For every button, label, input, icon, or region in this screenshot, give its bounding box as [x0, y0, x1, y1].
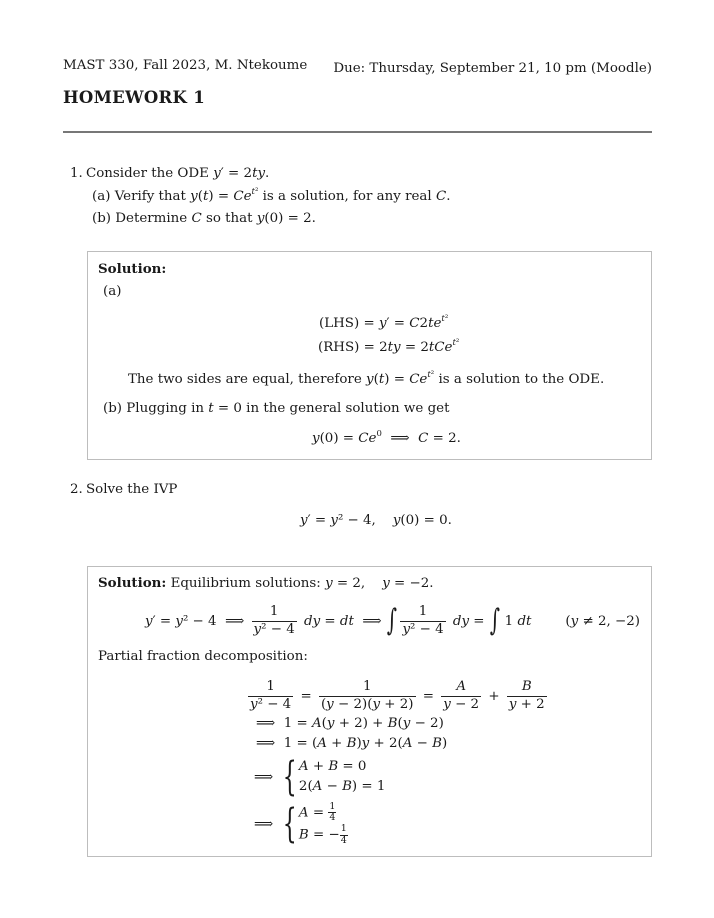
problem-1-statement: Consider the ODE y′ = 2ty. — [86, 166, 270, 181]
step-expand-1: ⟹ 1 = A(y + 2) + B(y − 2) — [256, 716, 444, 731]
problem-2-number: 2. — [70, 482, 83, 497]
problem-1-part-a-label: (a) — [92, 189, 111, 204]
problem-1-part-b: (b) Determine C so that y(0) = 2. — [92, 211, 316, 226]
solution-1-box — [87, 251, 652, 460]
solution-1-part-a-label: (a) — [103, 284, 122, 299]
partial-fraction-equation: $\frac{1}{\text{y² − 4}}$ = $\frac{1}{(y - 2)(y + 2)}$ = $\frac{A}{y - 2}$ + $\frac{B}{y + 2}$ — [250, 678, 545, 712]
solution-1-result: $y(0) = Ce^0$ ⟹ C = 2. — [312, 429, 461, 446]
rhs-equation: (RHS) = 2ty = 2tCe$^{t^2}$ — [318, 338, 460, 355]
problem-1-part-a: (a) Verify that $y(t) = Ce^{t^2}$ is a solution, for any real C. — [92, 187, 451, 204]
problem-1-part-b-label: (b) — [92, 211, 112, 226]
solution-1-conclusion: The two sides are equal, therefore $y(t) = Ce^{t^2}$ is a solution to the ODE. — [128, 370, 605, 387]
problem-1-number: 1. — [70, 166, 83, 181]
course-info: MAST 330, Fall 2023, M. Ntekoume — [63, 58, 308, 73]
problem-1-part-b-middle: so that — [205, 211, 253, 226]
problem-1-statement-prefix: Consider the ODE — [86, 166, 209, 181]
solution-2-first-line: Solution: Equilibrium solutions: y = 2, y = −2. — [98, 575, 434, 591]
problem-1-part-a-suffix: is a solution, for any real — [262, 189, 432, 204]
problem-1-part-a-prefix: Verify that — [114, 189, 186, 204]
due-date: Due: Thursday, September 21, 10 pm (Moodle) — [333, 61, 652, 76]
separation-equation: y′ = y² − 4 ⟹ $\frac{1}{\text{y² − 4}}$ dy = dt ⟹ ∫ $\frac{1}{\text{y² − 4}}$ dy = ∫ 1 dt (y ≠ 2, −2) — [145, 603, 640, 638]
problem-1-part-b-prefix: Determine — [115, 211, 188, 226]
problem-2-ivp: y′ = y² − 4, y(0) = 0. — [300, 513, 452, 528]
partial-fraction-label: Partial fraction decomposition: — [98, 649, 308, 664]
lhs-equation: $(LHS) = y' = C2te^{t^2}$ — [319, 314, 449, 331]
page-title: HOMEWORK 1 — [63, 88, 205, 107]
system-equations: ⟹ { A + B = 0 2(A − B) = 1 — [254, 754, 386, 800]
problem-2-statement: Solve the IVP — [86, 482, 178, 497]
solution-1-label: Solution: — [98, 261, 167, 277]
header-divider — [63, 131, 652, 133]
solution-1-part-b: (b) Plugging in t = 0 in the general solution we get — [103, 401, 450, 416]
step-expand-2: ⟹ 1 = (A + B)y + 2(A − B) — [256, 736, 448, 751]
system-solution: ⟹ { A = $\frac{1}{4}$ B = − $\frac{1}{4}$ — [254, 801, 347, 848]
